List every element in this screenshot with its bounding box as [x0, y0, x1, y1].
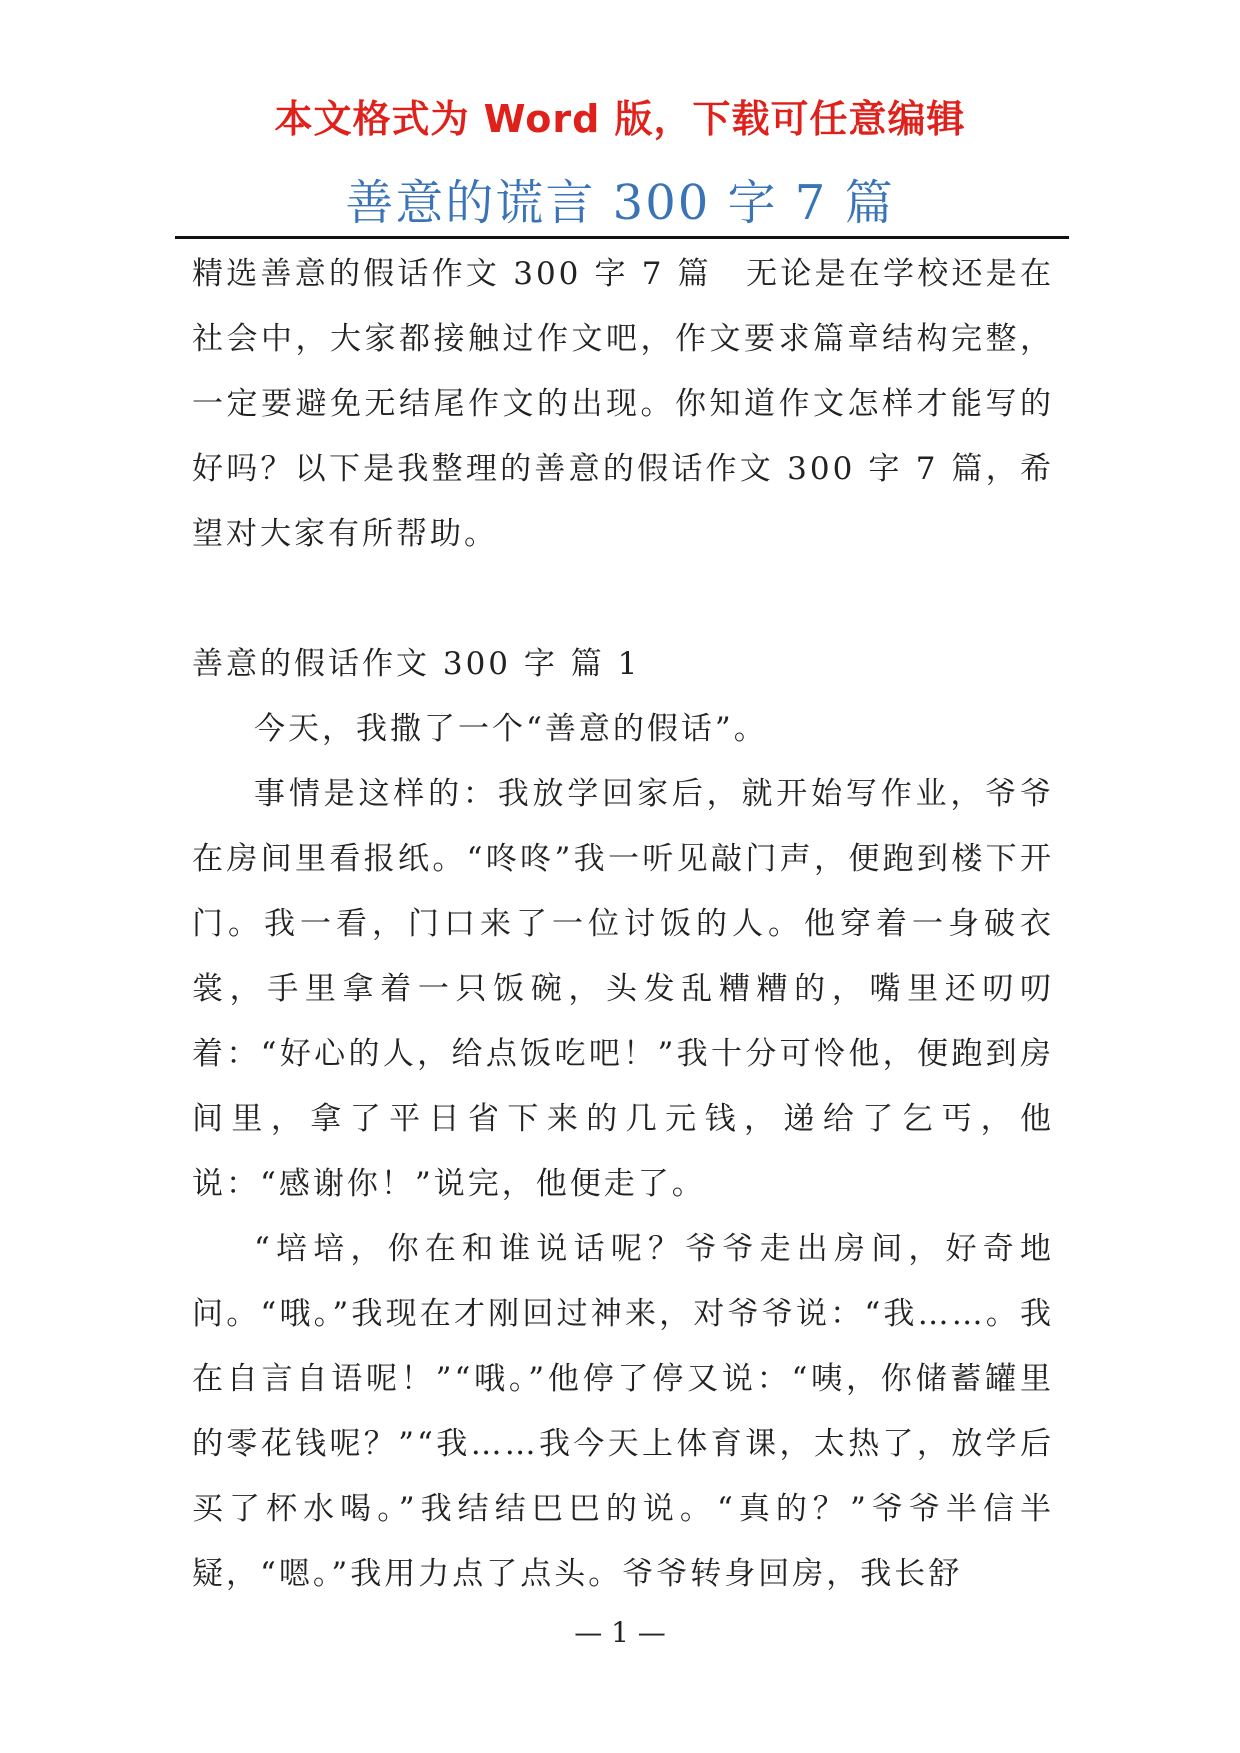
body-paragraph: “培培，你在和谁说话呢？爷爷走出房间，好奇地问。“哦。”我现在才刚回过神来，对爷爷说：“我……。我在自言自语呢！”“哦。”他停了停又说：“咦，你储蓄罐里的零花钱呢？”“我……我今天上体育课，太热了，放学后买了杯水喝。”我结结巴巴的说。“真的？”爷爷半信半疑，“嗯。”我用力点了点头。爷爷转身回房，我长舒 [192, 1231, 1054, 1592]
title-divider [175, 236, 1069, 239]
body-paragraph: 今天，我撒了一个“善意的假话”。 [254, 711, 768, 747]
document-title: 善意的谎言 300 字 7 篇 [345, 175, 895, 231]
section-heading: 善意的假话作文 300 字 篇 1 [192, 646, 641, 682]
body-paragraph: 事情是这样的：我放学回家后，就开始写作业，爷爷在房间里看报纸。“咚咚”我一听见敲门声，便跑到楼下开门。我一看，门口来了一位讨饭的人。他穿着一身破衣裳，手里拿着一只饭碗，头发乱糟糟的，嘴里还叨叨着：“好心的人，给点饭吃吧！”我十分可怜他，便跑到房间里，拿了平日省下来的几元钱，递给了乞丐，他说：“感谢你！”说完，他便走了。 [192, 776, 1054, 1202]
page-number: — 1 — [574, 1616, 666, 1649]
intro-paragraph: 精选善意的假话作文 300 字 7 篇 无论是在学校还是在社会中，大家都接触过作文吧，作文要求篇章结构完整，一定要避免无结尾作文的出现。你知道作文怎样才能写的好吗？以下是我整理的善意的假话作文 300 字 7 篇，希望对大家有所帮助。 [192, 256, 1054, 552]
document-body [192, 242, 1054, 1607]
format-banner: 本文格式为 Word 版，下载可任意编辑 [274, 97, 966, 141]
